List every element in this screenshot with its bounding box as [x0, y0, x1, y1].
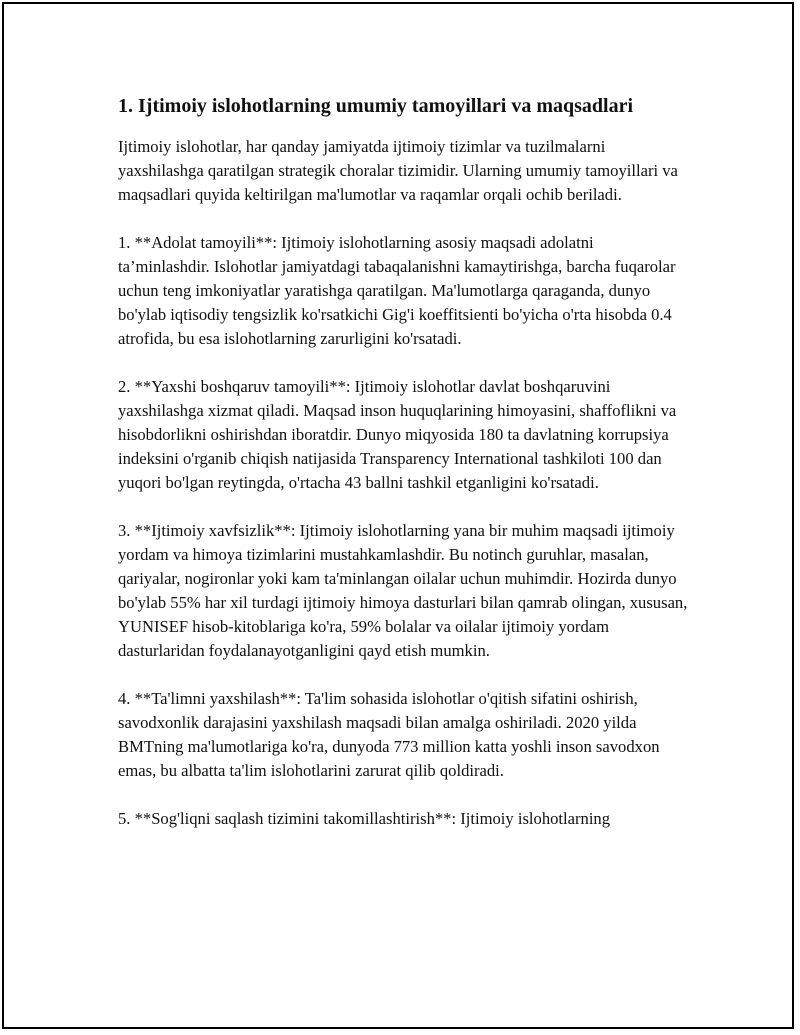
section-heading: 1. Ijtimoiy islohotlarning umumiy tamoyillari va maqsadlari: [118, 95, 634, 117]
paragraph-boshqaruv: 2. **Yaxshi boshqaruv tamoyili**: Ijtimoiy islohotlar davlat boshqaruvini yaxshilashga xizmat qiladi. Maqsad inson huquqlarining himoyasini, shaffoflikni va hisobdorlikni oshirishdan iboratdir. Dunyo miqyosida 180 ta davlatning korrupsiya indeksini o'rganib chiqish natijasida Transparency International tashkiloti 100 dan yuqori bo'lgan reytingda, o'rtacha 43 ballni tashkil etganligini ko'rsatadi.: [118, 377, 677, 492]
paragraph-talim: 4. **Ta'limni yaxshilash**: Ta'lim sohasida islohotlar o'qitish sifatini oshirish, savodxonlik darajasini yaxshilash maqsadi bilan amalga oshiriladi. 2020 yilda BMTning ma'lumotlariga ko'ra, dunyoda 773 million katta yoshli inson savodxon emas, bu albatta ta'lim islohotlarini zarurat qilib qoldiradi.: [118, 689, 660, 780]
paragraph-adolat: 1. **Adolat tamoyili**: Ijtimoiy islohotlarning asosiy maqsadi adolatni ta’minlashdir. Islohotlar jamiyatdagi tabaqalanishni kamaytirishga, barcha fuqarolar uchun teng imkoniyatlar yaratishga qaratilgan. Ma'lumotlarga qaraganda, dunyo bo'ylab iqtisodiy tengsizlik ko'rsatkichi Gig'i koeffitsienti bo'yicha o'rta hisobda 0.4 atrofida, bu esa islohotlarning zarurligini ko'rsatadi.: [118, 233, 676, 348]
intro-paragraph: Ijtimoiy islohotlar, har qanday jamiyatda ijtimoiy tizimlar va tuzilmalarni yaxshilashga qaratilgan strategik choralar tizimidir. Ularning umumiy tamoyillari va maqsadlari quyida keltirilgan ma'lumotlar va raqamlar orqali ochib beriladi.: [118, 137, 678, 204]
paragraph-xavfsizlik: 3. **Ijtimoiy xavfsizlik**: Ijtimoiy islohotlarning yana bir muhim maqsadi ijtimoiy yordam va himoya tizimlarini mustahkamlashdir. Bu notinch guruhlar, masalan, qariyalar, nogironlar yoki kam ta'minlangan oilalar uchun muhimdir. Hozirda dunyo bo'ylab 55% har xil turdagi ijtimoiy himoya dasturlari bilan qamrab olingan, xususan, YUNISEF hisob-kitoblariga ko'ra, 59% bolalar va oilalar ijtimoiy yordam dasturlaridan foydalanayotganligini qayd etish mumkin.: [118, 521, 688, 660]
document-body: [118, 93, 688, 855]
paragraph-sogliq: 5. **Sog'liqni saqlash tizimini takomillashtirish**: Ijtimoiy islohotlarning: [118, 809, 611, 828]
